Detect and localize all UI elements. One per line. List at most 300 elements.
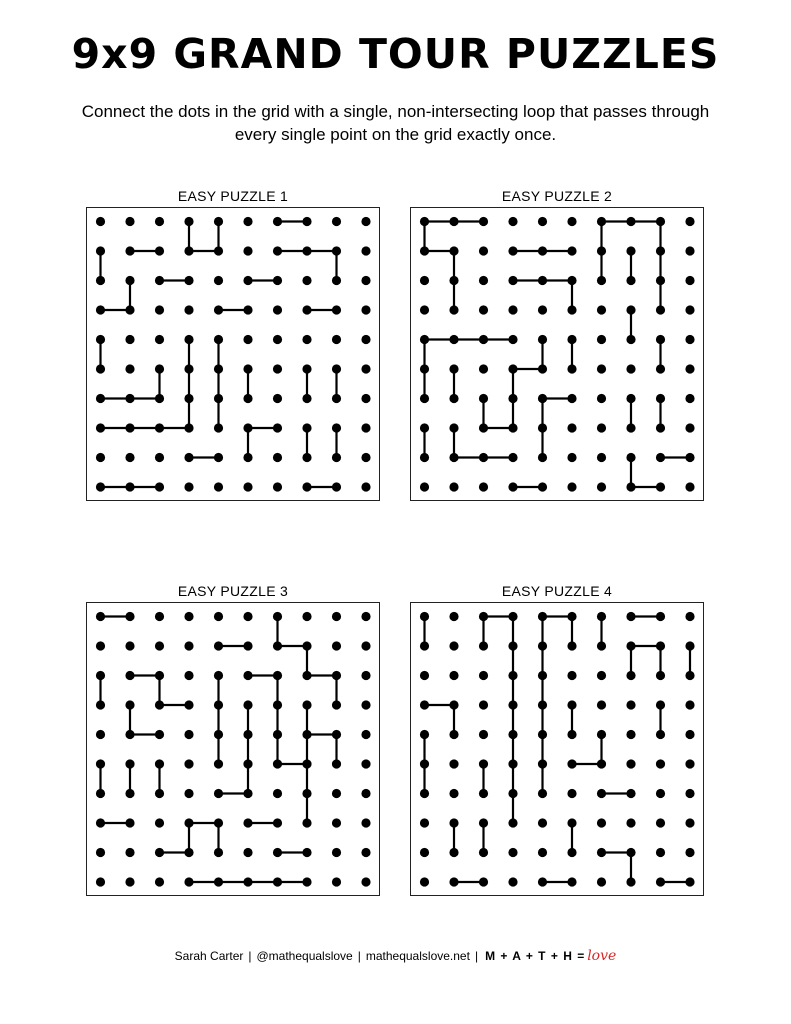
- grid-dot: [243, 394, 252, 403]
- grid-dot: [302, 276, 311, 285]
- grid-dot: [125, 612, 134, 621]
- grid-dot: [184, 246, 193, 255]
- grid-dot: [243, 364, 252, 373]
- grid-dot: [626, 818, 635, 827]
- grid-dot: [656, 641, 665, 650]
- grid-dot: [243, 877, 252, 886]
- grid-dot: [420, 700, 429, 709]
- grid-dot: [361, 877, 370, 886]
- grid-dot: [597, 612, 606, 621]
- grid-dot: [626, 641, 635, 650]
- grid-dot: [626, 759, 635, 768]
- grid-dot: [155, 453, 164, 462]
- grid-dot: [361, 759, 370, 768]
- grid-dot: [538, 364, 547, 373]
- grid-dot: [96, 482, 105, 491]
- grid-dot: [184, 423, 193, 432]
- grid-dot: [626, 848, 635, 857]
- grid-dot: [361, 671, 370, 680]
- grid-dot: [155, 641, 164, 650]
- grid-dot: [567, 848, 576, 857]
- grid-dot: [449, 877, 458, 886]
- grid-dot: [597, 217, 606, 226]
- grid-dot: [508, 818, 517, 827]
- grid-dot: [184, 394, 193, 403]
- grid-dot: [656, 364, 665, 373]
- grid-dot: [184, 730, 193, 739]
- grid-dot: [155, 759, 164, 768]
- grid-dot: [273, 482, 282, 491]
- puzzle-svg: [411, 603, 702, 894]
- grid-dot: [184, 482, 193, 491]
- grid-dot: [656, 700, 665, 709]
- grid-dot: [332, 877, 341, 886]
- grid-dot: [597, 246, 606, 255]
- grid-dot: [567, 700, 576, 709]
- grid-dot: [449, 789, 458, 798]
- grid-dot: [479, 276, 488, 285]
- puzzle-3-label: EASY PUZZLE 3: [177, 583, 289, 599]
- grid-dot: [420, 848, 429, 857]
- grid-dot: [626, 217, 635, 226]
- grid-dot: [449, 759, 458, 768]
- grid-dot: [626, 789, 635, 798]
- puzzle-svg: [87, 208, 378, 499]
- grid-dot: [420, 818, 429, 827]
- grid-dot: [597, 276, 606, 285]
- grid-dot: [567, 394, 576, 403]
- grid-dot: [302, 612, 311, 621]
- grid-dot: [685, 276, 694, 285]
- grid-dot: [538, 789, 547, 798]
- grid-dot: [214, 818, 223, 827]
- grid-dot: [656, 671, 665, 680]
- grid-dot: [567, 759, 576, 768]
- grid-dot: [538, 246, 547, 255]
- grid-dot: [567, 789, 576, 798]
- grid-dot: [96, 818, 105, 827]
- grid-dot: [479, 641, 488, 650]
- grid-dot: [567, 730, 576, 739]
- grid-dot: [479, 671, 488, 680]
- grid-dot: [538, 848, 547, 857]
- grid-dot: [96, 877, 105, 886]
- grid-dot: [155, 335, 164, 344]
- grid-dot: [508, 246, 517, 255]
- puzzle-2-grid: [410, 207, 704, 501]
- grid-dot: [155, 364, 164, 373]
- grid-dot: [626, 877, 635, 886]
- grid-dot: [479, 700, 488, 709]
- grid-dot: [96, 276, 105, 285]
- grid-dot: [273, 217, 282, 226]
- grid-dot: [449, 217, 458, 226]
- grid-dot: [656, 217, 665, 226]
- grid-dot: [508, 394, 517, 403]
- grid-dot: [567, 335, 576, 344]
- grid-dot: [332, 848, 341, 857]
- grid-dot: [361, 818, 370, 827]
- grid-dot: [125, 789, 134, 798]
- grid-dot: [685, 818, 694, 827]
- grid-dot: [420, 394, 429, 403]
- grid-dot: [685, 700, 694, 709]
- grid-dot: [243, 671, 252, 680]
- puzzle-1-grid: [86, 207, 380, 501]
- grid-dot: [332, 482, 341, 491]
- grid-dot: [597, 335, 606, 344]
- grid-dot: [626, 700, 635, 709]
- grid-dot: [273, 730, 282, 739]
- grid-dot: [184, 612, 193, 621]
- grid-dot: [273, 671, 282, 680]
- grid-dot: [508, 453, 517, 462]
- grid-dot: [479, 818, 488, 827]
- grid-dot: [626, 730, 635, 739]
- grid-dot: [420, 641, 429, 650]
- grid-dot: [656, 305, 665, 314]
- grid-dot: [567, 818, 576, 827]
- puzzle-svg: [411, 208, 702, 499]
- grid-dot: [125, 818, 134, 827]
- grid-dot: [243, 276, 252, 285]
- grid-dot: [626, 482, 635, 491]
- grid-dot: [125, 453, 134, 462]
- grid-dot: [567, 246, 576, 255]
- grid-dot: [155, 217, 164, 226]
- grid-dot: [243, 730, 252, 739]
- grid-dot: [449, 394, 458, 403]
- grid-dot: [685, 335, 694, 344]
- grid-dot: [332, 246, 341, 255]
- grid-dot: [508, 877, 517, 886]
- grid-dot: [508, 700, 517, 709]
- grid-dot: [214, 730, 223, 739]
- grid-dot: [214, 364, 223, 373]
- grid-dot: [567, 482, 576, 491]
- grid-dot: [420, 305, 429, 314]
- grid-dot: [184, 848, 193, 857]
- grid-dot: [479, 335, 488, 344]
- grid-dot: [125, 759, 134, 768]
- grid-dot: [273, 612, 282, 621]
- page-title: 9x9 GRAND TOUR PUZZLES: [71, 30, 720, 78]
- grid-dot: [420, 276, 429, 285]
- footer-logo-script: love: [587, 948, 617, 964]
- grid-dot: [302, 305, 311, 314]
- grid-dot: [479, 877, 488, 886]
- grid-dot: [243, 305, 252, 314]
- grid-dot: [214, 305, 223, 314]
- grid-dot: [479, 453, 488, 462]
- grid-dot: [538, 217, 547, 226]
- grid-dot: [332, 700, 341, 709]
- puzzle-2-label: EASY PUZZLE 2: [501, 188, 613, 204]
- grid-dot: [214, 276, 223, 285]
- grid-dot: [361, 848, 370, 857]
- grid-dot: [538, 394, 547, 403]
- grid-dot: [685, 730, 694, 739]
- grid-dot: [567, 276, 576, 285]
- grid-dot: [125, 482, 134, 491]
- grid-dot: [479, 394, 488, 403]
- grid-dot: [125, 877, 134, 886]
- grid-dot: [184, 700, 193, 709]
- grid-dot: [449, 276, 458, 285]
- grid-dot: [302, 671, 311, 680]
- grid-dot: [656, 789, 665, 798]
- grid-dot: [184, 217, 193, 226]
- footer-separator: |: [474, 949, 479, 963]
- grid-dot: [96, 730, 105, 739]
- grid-dot: [243, 641, 252, 650]
- grid-dot: [626, 394, 635, 403]
- grid-dot: [597, 482, 606, 491]
- grid-dot: [626, 423, 635, 432]
- grid-dot: [449, 700, 458, 709]
- grid-dot: [332, 612, 341, 621]
- grid-dot: [597, 700, 606, 709]
- grid-dot: [302, 453, 311, 462]
- grid-dot: [214, 453, 223, 462]
- grid-dot: [302, 877, 311, 886]
- grid-dot: [538, 305, 547, 314]
- grid-dot: [420, 877, 429, 886]
- grid-dot: [449, 423, 458, 432]
- grid-dot: [243, 482, 252, 491]
- grid-dot: [361, 394, 370, 403]
- grid-dot: [155, 730, 164, 739]
- grid-dot: [449, 848, 458, 857]
- grid-dot: [449, 641, 458, 650]
- grid-dot: [96, 759, 105, 768]
- grid-dot: [155, 305, 164, 314]
- grid-dot: [420, 730, 429, 739]
- grid-dot: [597, 641, 606, 650]
- grid-dot: [243, 700, 252, 709]
- grid-dot: [420, 789, 429, 798]
- footer-handle: @mathequalslove: [256, 949, 353, 963]
- footer: [0, 948, 791, 964]
- grid-dot: [214, 671, 223, 680]
- grid-dot: [155, 276, 164, 285]
- grid-dot: [273, 700, 282, 709]
- grid-dot: [597, 394, 606, 403]
- grid-dot: [685, 759, 694, 768]
- grid-dot: [656, 335, 665, 344]
- grid-dot: [243, 453, 252, 462]
- grid-dot: [479, 217, 488, 226]
- grid-dot: [125, 217, 134, 226]
- grid-dot: [420, 246, 429, 255]
- grid-dot: [685, 423, 694, 432]
- grid-dot: [656, 394, 665, 403]
- grid-dot: [184, 818, 193, 827]
- grid-dot: [155, 818, 164, 827]
- grid-dot: [302, 700, 311, 709]
- grid-dot: [656, 759, 665, 768]
- grid-dot: [361, 364, 370, 373]
- grid-dot: [302, 641, 311, 650]
- grid-dot: [597, 818, 606, 827]
- grid-dot: [567, 641, 576, 650]
- grid-dot: [361, 276, 370, 285]
- grid-dot: [125, 364, 134, 373]
- grid-dot: [597, 671, 606, 680]
- grid-dot: [685, 305, 694, 314]
- grid-dot: [361, 246, 370, 255]
- grid-dot: [479, 482, 488, 491]
- grid-dot: [479, 848, 488, 857]
- grid-dot: [361, 641, 370, 650]
- grid-dot: [214, 877, 223, 886]
- grid-dot: [685, 848, 694, 857]
- grid-dot: [656, 848, 665, 857]
- grid-dot: [420, 364, 429, 373]
- grid-dot: [685, 641, 694, 650]
- grid-dot: [273, 848, 282, 857]
- grid-dot: [273, 641, 282, 650]
- grid-dot: [273, 789, 282, 798]
- grid-dot: [302, 217, 311, 226]
- grid-dot: [685, 877, 694, 886]
- grid-dot: [332, 671, 341, 680]
- grid-dot: [155, 789, 164, 798]
- grid-dot: [685, 671, 694, 680]
- grid-dot: [184, 364, 193, 373]
- grid-dot: [332, 730, 341, 739]
- grid-dot: [597, 364, 606, 373]
- grid-dot: [449, 453, 458, 462]
- grid-dot: [656, 612, 665, 621]
- grid-dot: [332, 641, 341, 650]
- grid-dot: [361, 612, 370, 621]
- grid-dot: [155, 671, 164, 680]
- grid-dot: [685, 453, 694, 462]
- puzzle-3-grid: [86, 602, 380, 896]
- grid-dot: [243, 335, 252, 344]
- grid-dot: [273, 335, 282, 344]
- grid-dot: [626, 364, 635, 373]
- grid-dot: [449, 364, 458, 373]
- grid-dot: [685, 612, 694, 621]
- grid-dot: [96, 305, 105, 314]
- grid-dot: [626, 305, 635, 314]
- grid-dot: [479, 305, 488, 314]
- grid-dot: [685, 394, 694, 403]
- grid-dot: [567, 364, 576, 373]
- grid-dot: [479, 612, 488, 621]
- grid-dot: [96, 217, 105, 226]
- grid-dot: [508, 730, 517, 739]
- grid-dot: [155, 700, 164, 709]
- grid-dot: [597, 423, 606, 432]
- grid-dot: [508, 789, 517, 798]
- grid-dot: [538, 482, 547, 491]
- grid-dot: [243, 759, 252, 768]
- grid-dot: [508, 217, 517, 226]
- grid-dot: [626, 671, 635, 680]
- grid-dot: [508, 305, 517, 314]
- grid-dot: [214, 700, 223, 709]
- grid-dot: [597, 453, 606, 462]
- grid-dot: [332, 759, 341, 768]
- grid-dot: [597, 305, 606, 314]
- grid-dot: [449, 612, 458, 621]
- grid-dot: [508, 364, 517, 373]
- grid-dot: [479, 789, 488, 798]
- grid-dot: [332, 364, 341, 373]
- grid-dot: [597, 848, 606, 857]
- grid-dot: [214, 848, 223, 857]
- grid-dot: [184, 335, 193, 344]
- grid-dot: [361, 730, 370, 739]
- grid-dot: [508, 482, 517, 491]
- grid-dot: [332, 394, 341, 403]
- grid-dot: [361, 453, 370, 462]
- grid-dot: [656, 276, 665, 285]
- grid-dot: [508, 671, 517, 680]
- grid-dot: [361, 305, 370, 314]
- grid-dot: [332, 818, 341, 827]
- grid-dot: [155, 482, 164, 491]
- grid-dot: [656, 877, 665, 886]
- grid-dot: [449, 305, 458, 314]
- grid-dot: [567, 877, 576, 886]
- grid-dot: [597, 759, 606, 768]
- grid-dot: [184, 453, 193, 462]
- grid-dot: [449, 482, 458, 491]
- puzzle-4-label: EASY PUZZLE 4: [501, 583, 613, 599]
- grid-dot: [626, 246, 635, 255]
- grid-dot: [155, 394, 164, 403]
- grid-dot: [685, 482, 694, 491]
- grid-dot: [243, 789, 252, 798]
- grid-dot: [626, 276, 635, 285]
- grid-dot: [567, 453, 576, 462]
- grid-dot: [214, 394, 223, 403]
- grid-dot: [508, 641, 517, 650]
- grid-dot: [273, 246, 282, 255]
- grid-dot: [214, 759, 223, 768]
- grid-dot: [214, 423, 223, 432]
- grid-dot: [567, 217, 576, 226]
- grid-dot: [538, 423, 547, 432]
- grid-dot: [214, 335, 223, 344]
- grid-dot: [302, 482, 311, 491]
- grid-dot: [626, 335, 635, 344]
- grid-dot: [420, 671, 429, 680]
- puzzle-1-label: EASY PUZZLE 1: [177, 188, 289, 204]
- grid-dot: [538, 671, 547, 680]
- footer-author: Sarah Carter: [174, 949, 244, 963]
- grid-dot: [538, 641, 547, 650]
- grid-dot: [685, 789, 694, 798]
- grid-dot: [538, 877, 547, 886]
- grid-dot: [96, 394, 105, 403]
- grid-dot: [449, 671, 458, 680]
- grid-dot: [184, 759, 193, 768]
- grid-dot: [184, 671, 193, 680]
- grid-dot: [597, 877, 606, 886]
- grid-dot: [567, 612, 576, 621]
- grid-dot: [567, 305, 576, 314]
- grid-dot: [214, 246, 223, 255]
- grid-dot: [597, 730, 606, 739]
- grid-dot: [302, 364, 311, 373]
- grid-dot: [479, 423, 488, 432]
- grid-dot: [125, 305, 134, 314]
